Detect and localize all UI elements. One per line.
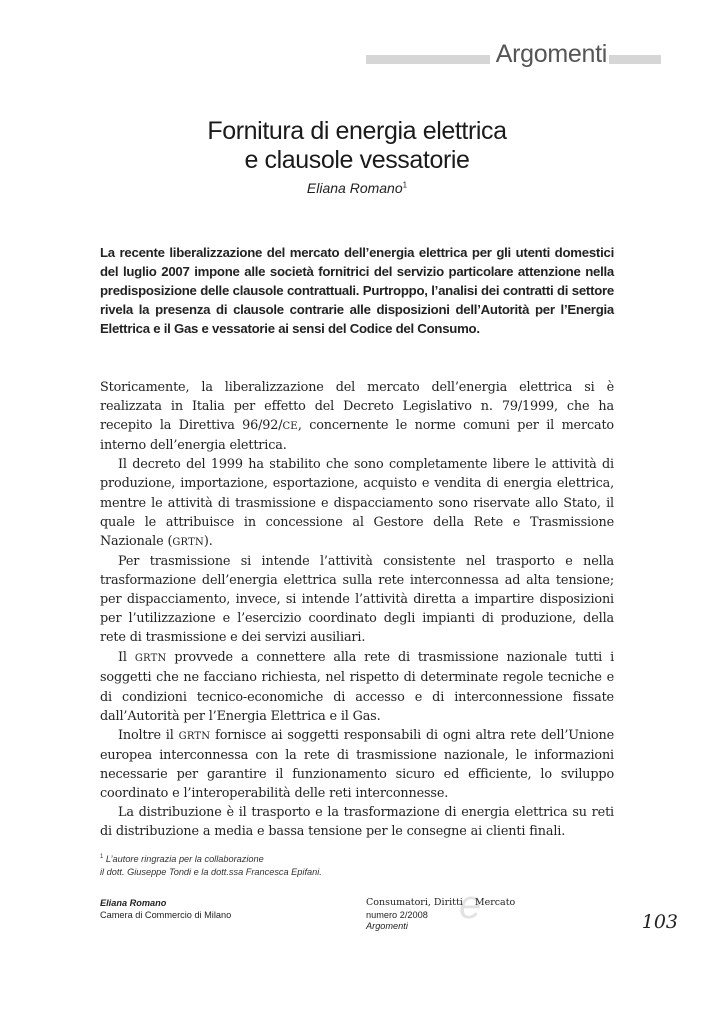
footnote-marker: 1 <box>100 854 104 860</box>
article-body <box>100 378 614 842</box>
journal-logo-e: e <box>459 883 482 927</box>
body-paragraph: Inoltre il GRTN fornisce ai soggetti responsabili di ogni altra rete dell’Unione europea interconnessa con la rete di trasmissione nazionale, le informazioni necessarie per garantire il funzionamento sicuro ed efficiente, lo sviluppo coordinato e l’interoperabilità delle reti interconnesse. <box>100 727 614 801</box>
footer-author-block <box>100 898 231 921</box>
article-author-name: Eliana Romano <box>306 180 403 196</box>
article-title-line-2: e clausole vessatorie <box>244 146 470 174</box>
author-footnote-marker: 1 <box>402 180 408 190</box>
article-title-line-1: Fornitura di energia elettrica <box>207 117 507 145</box>
body-paragraph: Il decreto del 1999 ha stabilito che sono completamente libere le attività di produzione, importazione, esportazione, acquisto e vendita di energia elettrica, mentre le attività di trasmissione e dispacciamento sono riservate allo Stato, il quale le attribuisce in concessione al Gestore della Rete e Trasmissione Nazionale (GRTN). <box>100 457 614 549</box>
footer-affiliation: Camera di Commercio di Milano <box>100 909 232 920</box>
journal-issue <box>366 910 428 931</box>
footnote-line-2: il dott. Giuseppe Tondi e la dott.ssa Francesca Epifani. <box>100 866 322 877</box>
article-title <box>100 117 614 175</box>
body-paragraph: Il GRTN provvede a connettere alla rete di trasmissione nazionale tutti i soggetti che ne facciano richiesta, nel rispetto di determinate regole tecniche e di condizioni tecnico-economiche di accesso e di interconnessione fissate dall’Autorità per l’Energia Elettrica e il Gas. <box>100 650 615 724</box>
article-abstract: La recente liberalizzazione del mercato dell’energia elettrica per gli utenti domestici del luglio 2007 impone alle società fornitrici del servizio particolare attenzione nella predisposizione delle clausole contrattuali. Purtroppo, l’analisi dei contratti di settore rivela la presenza di clausole contrarie alle disposizioni dell’Autorità per l’Energia Elettrica e il Gas e vessatorie ai sensi del Codice del Consumo. <box>100 245 614 336</box>
body-paragraph: La distribuzione è il trasporto e la trasformazione di energia elettrica su reti di distribuzione a media e bassa tensione per le consegne ai clienti finali. <box>100 805 614 840</box>
journal-block <box>366 883 546 937</box>
article-author <box>100 180 614 196</box>
section-header-label: Argomenti <box>490 38 609 70</box>
journal-issue-number: numero 2/2008 <box>366 910 428 920</box>
journal-section: Argomenti <box>366 920 408 931</box>
footer-author-name: Eliana Romano <box>100 898 167 908</box>
body-paragraph: Storicamente, la liberalizzazione del mercato dell’energia elettrica si è realizzata in Italia per effetto del Decreto Legislativo n. 79/1999, che ha recepito la Direttiva 96/92/CE, concernente le norme comuni per il mercato interno dell’energia elettrica. <box>100 380 614 454</box>
page-number: 103 <box>641 911 678 933</box>
journal-title: Consumatori, Diritti Mercato <box>366 897 516 908</box>
body-paragraph: Per trasmissione si intende l’attività consistente nel trasporto e nella trasformazione dell’energia elettrica sulla rete interconnessa ad alta tensione; per dispacciamento, invece, si intende l’attività diretta a impartire disposizioni per l’utilizzazione e l’esercizio coordinato degli impianti di produzione, della rete di trasmissione e dei servizi ausiliari. <box>100 553 614 646</box>
footnote-line-1: L’autore ringrazia per la collaborazione <box>105 854 264 865</box>
footnote <box>100 851 420 878</box>
